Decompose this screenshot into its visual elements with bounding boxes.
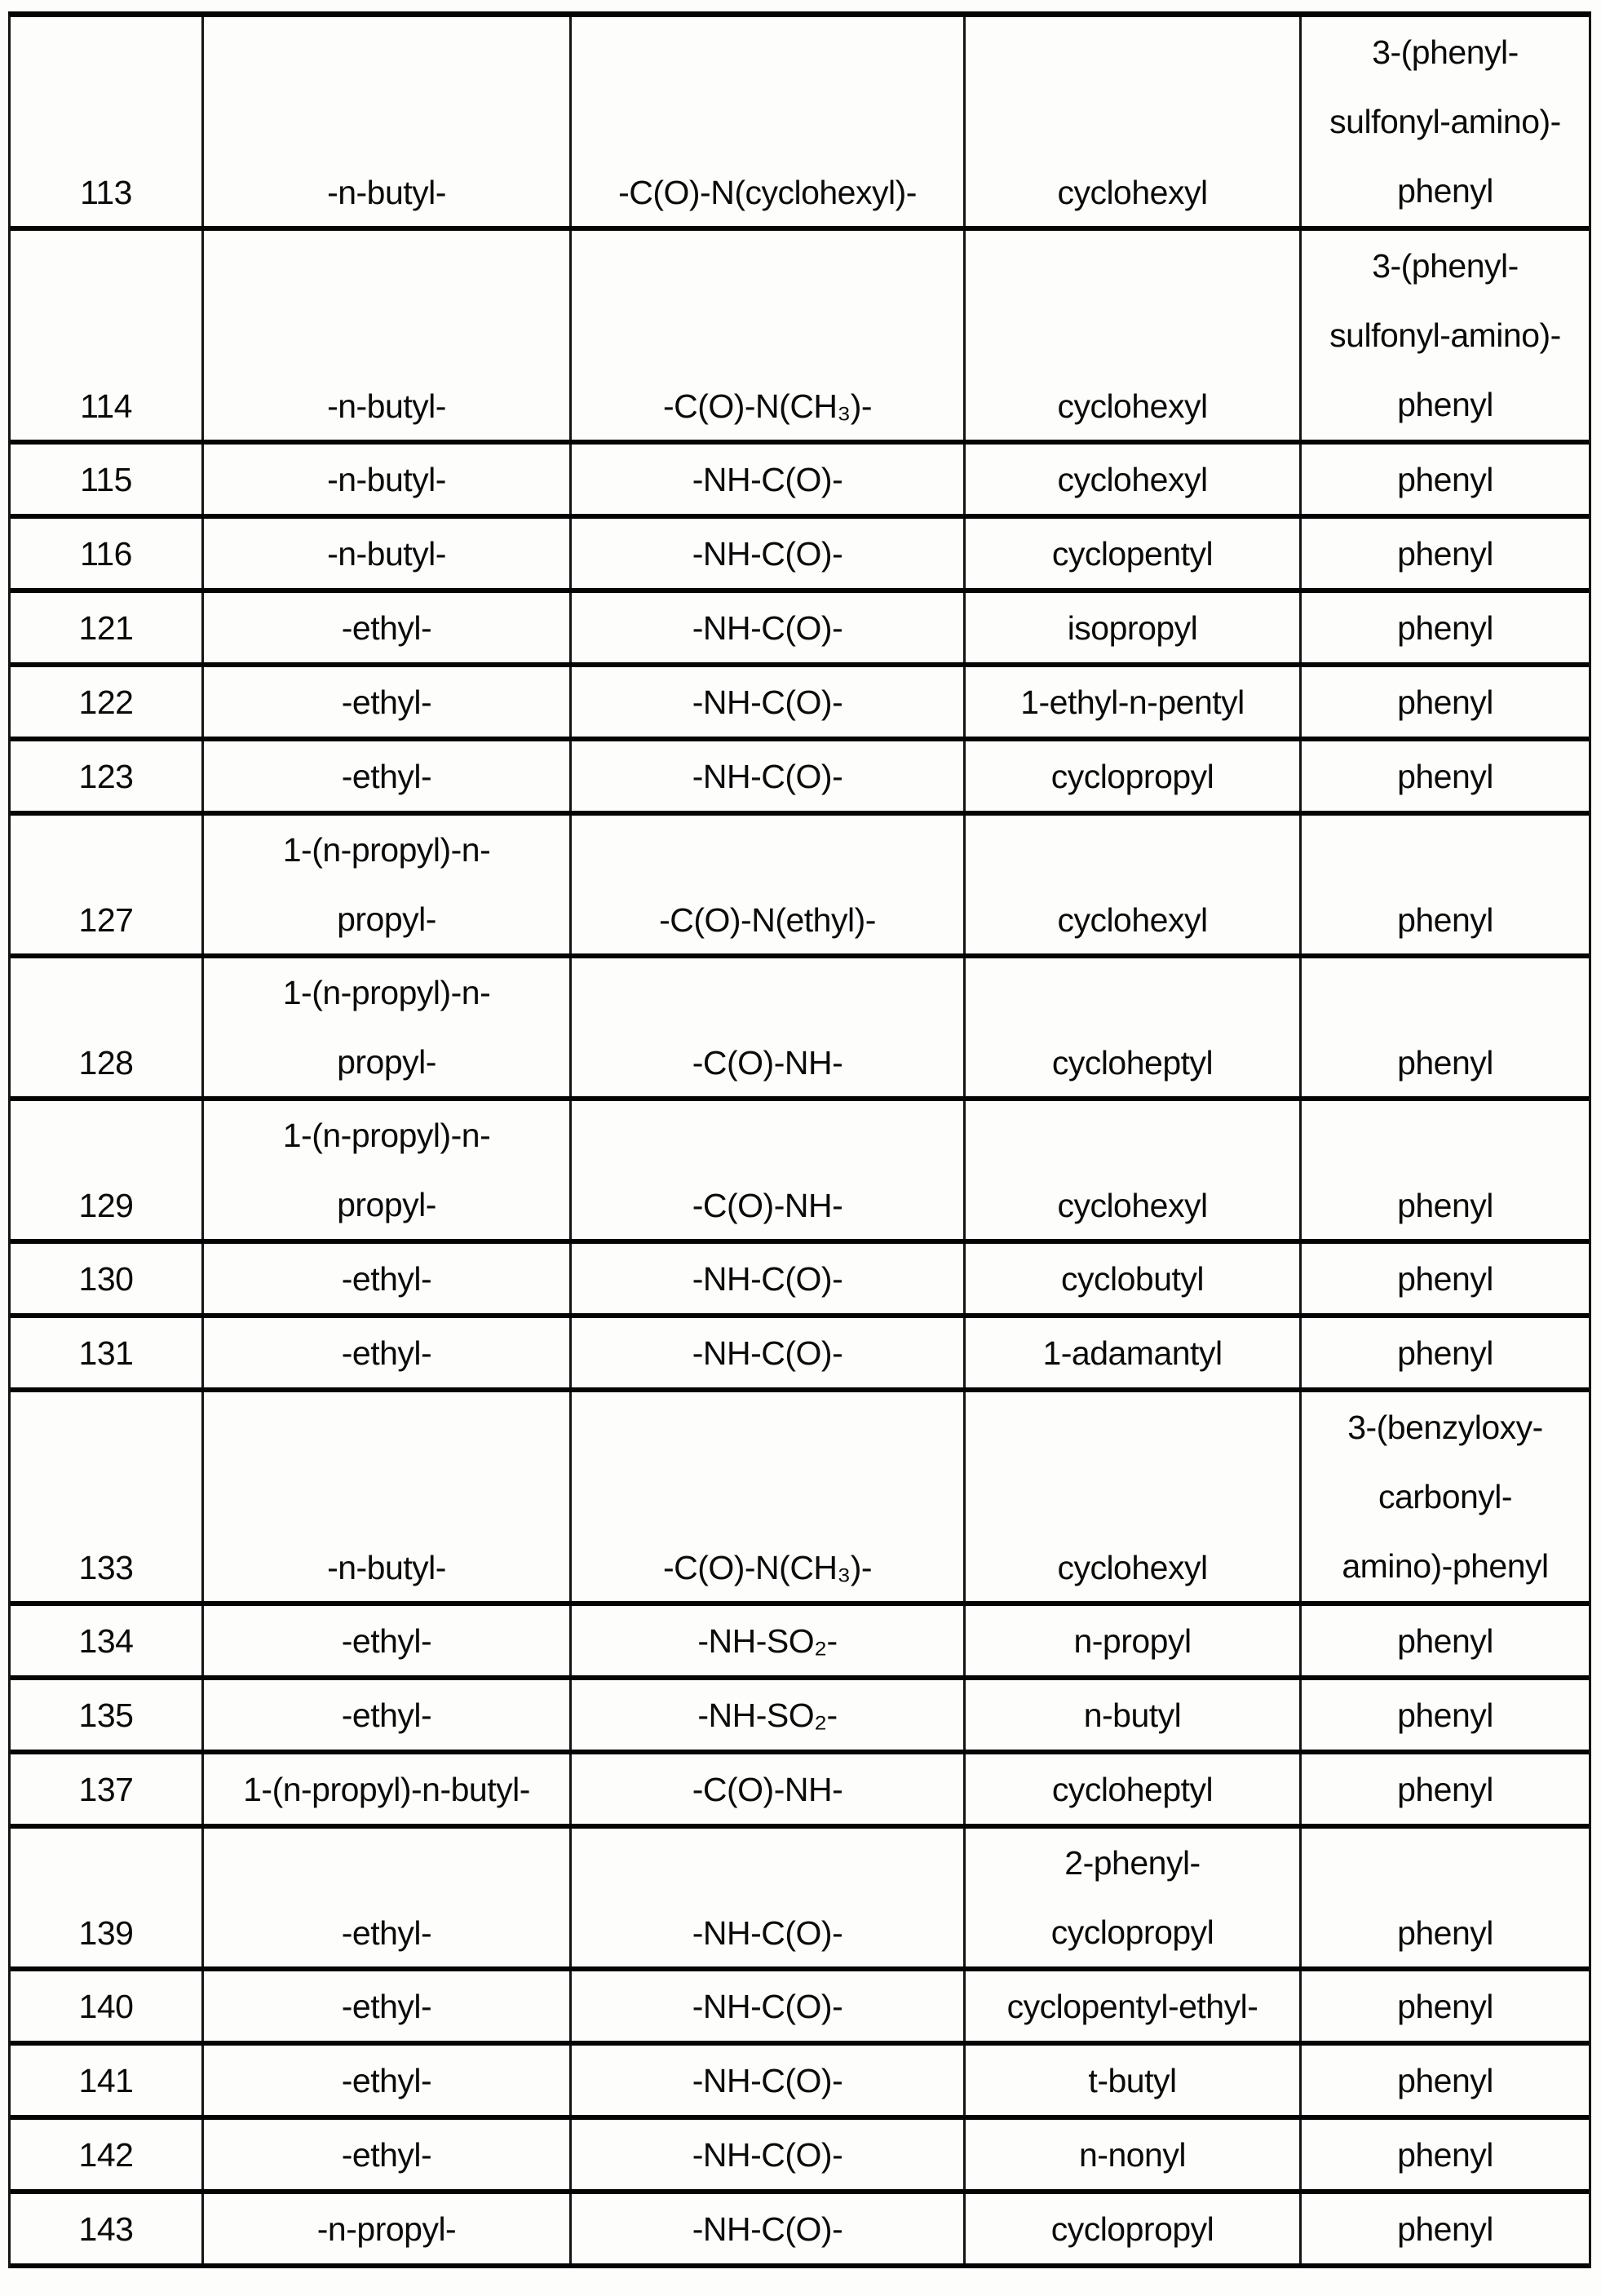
cell-aryl-group [1302, 1971, 1589, 2041]
cell-substituent-a [204, 1971, 572, 2041]
cell-line: phenyl [1397, 534, 1493, 573]
cell-line: phenyl [1397, 460, 1493, 498]
cell-substituent-b [966, 17, 1302, 226]
cell-line: 2-phenyl- [1064, 1844, 1201, 1882]
cell-substituent-a [204, 2120, 572, 2189]
cell-line: cyclopropyl [1050, 2210, 1214, 2248]
cell-line: 142 [78, 2135, 134, 2174]
cell-substituent-b [966, 1244, 1302, 1313]
cell-compound-number [11, 231, 204, 440]
cell-aryl-group [1302, 17, 1589, 226]
cell-line: 3-(phenyl- [1372, 33, 1519, 71]
cell-linker-group [572, 816, 966, 953]
cell-aryl-group [1302, 445, 1589, 514]
cell-line: phenyl [1397, 1044, 1493, 1082]
cell-aryl-group [1302, 593, 1589, 662]
cell-line: 115 [80, 460, 132, 498]
cell-line: -C(O)-N(ethyl)- [659, 901, 876, 939]
cell-line: 121 [78, 608, 134, 647]
cell-line: -n-butyl- [327, 534, 446, 573]
cell-substituent-a [204, 231, 572, 440]
cell-linker-group [572, 1829, 966, 1966]
cell-line: cyclopentyl-ethyl- [1006, 1987, 1258, 2025]
cell-line: phenyl [1397, 2061, 1493, 2099]
table-row [11, 2046, 1589, 2120]
cell-compound-number [11, 593, 204, 662]
cell-line: phenyl [1397, 901, 1493, 939]
cell-line: -NH-C(O)- [692, 1914, 843, 1952]
cell-line: -NH-SO₂- [697, 1621, 838, 1660]
cell-line: phenyl [1397, 2135, 1493, 2174]
cell-linker-group [572, 741, 966, 811]
cell-line: isopropyl [1067, 608, 1198, 647]
cell-line: -NH-C(O)- [692, 2061, 843, 2099]
cell-line: -C(O)-NH- [692, 1044, 843, 1082]
cell-line: -ethyl- [341, 1334, 432, 1372]
cell-line: cyclohexyl [1057, 387, 1208, 425]
cell-line: phenyl [1397, 2210, 1493, 2248]
table-row [11, 667, 1589, 741]
cell-line: 131 [78, 1334, 134, 1372]
cell-line: -ethyl- [341, 1696, 432, 1734]
cell-substituent-a [204, 816, 572, 953]
cell-line: 133 [78, 1549, 134, 1586]
cell-line: 113 [80, 174, 132, 211]
cell-substituent-b [966, 1606, 1302, 1675]
cell-line: 122 [78, 683, 134, 721]
cell-linker-group [572, 1101, 966, 1239]
cell-substituent-a [204, 1244, 572, 1313]
cell-substituent-b [966, 741, 1302, 811]
cell-compound-number [11, 1971, 204, 2041]
cell-substituent-b [966, 816, 1302, 953]
table-row [11, 1829, 1589, 1971]
cell-line: -ethyl- [341, 1259, 432, 1298]
cell-substituent-b [966, 2194, 1302, 2263]
cell-line: -n-butyl- [327, 387, 446, 425]
cell-linker-group [572, 17, 966, 226]
cell-line: 141 [78, 2061, 134, 2099]
table-row [11, 1101, 1589, 1244]
cell-line: phenyl [1397, 1770, 1493, 1808]
cell-line: -n-propyl- [316, 2210, 457, 2248]
cell-line: phenyl [1397, 1914, 1493, 1952]
cell-line: n-propyl [1073, 1621, 1192, 1660]
cell-substituent-a [204, 1754, 572, 1824]
cell-substituent-a [204, 1318, 572, 1387]
cell-line: 128 [78, 1044, 134, 1082]
cell-substituent-b [966, 1971, 1302, 2041]
cell-line: cyclobutyl [1060, 1259, 1204, 1298]
cell-line: -NH-C(O)- [692, 757, 843, 795]
cell-compound-number [11, 445, 204, 514]
cell-aryl-group [1302, 1244, 1589, 1313]
cell-line: -C(O)-NH- [692, 1187, 843, 1224]
cell-line: -NH-C(O)- [692, 683, 843, 721]
cell-line: n-nonyl [1079, 2135, 1186, 2174]
cell-substituent-a [204, 958, 572, 1096]
cell-line: 1-(n-propyl)-n- [282, 831, 491, 869]
cell-substituent-a [204, 2194, 572, 2263]
cell-substituent-b [966, 231, 1302, 440]
cell-linker-group [572, 1244, 966, 1313]
cell-line: -NH-C(O)- [692, 2210, 843, 2248]
cell-line: sulfonyl-amino)- [1329, 316, 1561, 354]
cell-line: -NH-C(O)- [692, 1334, 843, 1372]
cell-line: carbonyl- [1378, 1477, 1513, 1515]
cell-substituent-b [966, 2046, 1302, 2115]
table-row [11, 1606, 1589, 1680]
cell-line: phenyl [1397, 757, 1493, 795]
cell-compound-number [11, 816, 204, 953]
cell-linker-group [572, 231, 966, 440]
cell-line: n-butyl [1083, 1696, 1182, 1734]
cell-line: -n-butyl- [327, 460, 446, 498]
cell-line: -ethyl- [341, 608, 432, 647]
cell-compound-number [11, 1318, 204, 1387]
cell-line: phenyl [1397, 683, 1493, 721]
cell-line: 1-adamantyl [1042, 1334, 1223, 1372]
cell-line: propyl- [337, 1042, 436, 1081]
cell-line: 3-(benzyloxy- [1347, 1408, 1543, 1446]
cell-substituent-a [204, 445, 572, 514]
table-row [11, 445, 1589, 519]
cell-substituent-a [204, 1606, 572, 1675]
cell-linker-group [572, 1754, 966, 1824]
cell-line: -ethyl- [341, 757, 432, 795]
cell-compound-number [11, 2120, 204, 2189]
cell-substituent-b [966, 1101, 1302, 1239]
cell-substituent-b [966, 1754, 1302, 1824]
table-row [11, 231, 1589, 445]
cell-line: 1-(n-propyl)-n- [282, 1117, 491, 1155]
cell-line: cyclohexyl [1057, 460, 1208, 498]
cell-substituent-b [966, 445, 1302, 514]
cell-line: -NH-C(O)- [692, 608, 843, 647]
cell-substituent-a [204, 1829, 572, 1966]
cell-line: 140 [78, 1987, 134, 2025]
cell-aryl-group [1302, 2046, 1589, 2115]
table-row [11, 1754, 1589, 1829]
cell-aryl-group [1302, 667, 1589, 737]
cell-line: -NH-C(O)- [692, 1259, 843, 1298]
cell-line: -ethyl- [341, 2135, 432, 2174]
cell-substituent-b [966, 1318, 1302, 1387]
table-row [11, 519, 1589, 593]
cell-linker-group [572, 1971, 966, 2041]
table-row [11, 2194, 1589, 2268]
cell-line: 1-(n-propyl)-n-butyl- [243, 1770, 530, 1808]
cell-line: -C(O)-N(CH₃)- [662, 387, 873, 425]
cell-line: -n-butyl- [327, 1549, 446, 1586]
cell-compound-number [11, 17, 204, 226]
table-row [11, 17, 1589, 231]
cell-line: 1-ethyl-n-pentyl [1020, 683, 1245, 721]
cell-aryl-group [1302, 2120, 1589, 2189]
cell-line: phenyl [1397, 172, 1493, 210]
cell-line: -C(O)-N(cyclohexyl)- [618, 174, 917, 211]
cell-compound-number [11, 2194, 204, 2263]
cell-line: cyclohexyl [1057, 1187, 1208, 1224]
cell-substituent-a [204, 17, 572, 226]
cell-linker-group [572, 2046, 966, 2115]
cell-substituent-b [966, 1680, 1302, 1750]
cell-line: 130 [78, 1259, 134, 1298]
cell-line: propyl- [337, 900, 436, 938]
cell-line: 129 [78, 1187, 134, 1224]
table-row [11, 816, 1589, 958]
cell-aryl-group [1302, 2194, 1589, 2263]
cell-substituent-a [204, 741, 572, 811]
cell-substituent-b [966, 593, 1302, 662]
cell-line: sulfonyl-amino)- [1329, 102, 1561, 140]
cell-line: -C(O)-NH- [692, 1770, 843, 1808]
cell-line: 3-(phenyl- [1372, 246, 1519, 285]
cell-line: -n-butyl- [327, 174, 446, 211]
cell-line: -ethyl- [341, 1621, 432, 1660]
cell-aryl-group [1302, 1392, 1589, 1601]
cell-aryl-group [1302, 1318, 1589, 1387]
cell-compound-number [11, 1680, 204, 1750]
cell-line: cyclohexyl [1057, 1549, 1208, 1586]
cell-compound-number [11, 1754, 204, 1824]
cell-substituent-b [966, 667, 1302, 737]
cell-line: -NH-C(O)- [692, 2135, 843, 2174]
cell-line: cycloheptyl [1051, 1770, 1214, 1808]
cell-linker-group [572, 1680, 966, 1750]
cell-line: 127 [78, 901, 134, 939]
compound-table [8, 11, 1591, 2268]
cell-aryl-group [1302, 1829, 1589, 1966]
cell-line: phenyl [1397, 1696, 1493, 1734]
cell-line: phenyl [1397, 1334, 1493, 1372]
cell-line: -ethyl- [341, 2061, 432, 2099]
cell-line: 134 [78, 1621, 134, 1660]
cell-line: propyl- [337, 1185, 436, 1223]
cell-linker-group [572, 667, 966, 737]
table-row [11, 1680, 1589, 1754]
cell-linker-group [572, 958, 966, 1096]
cell-aryl-group [1302, 1754, 1589, 1824]
cell-line: -ethyl- [341, 683, 432, 721]
cell-line: cyclohexyl [1057, 174, 1208, 211]
cell-line: phenyl [1397, 1987, 1493, 2025]
cell-substituent-a [204, 1680, 572, 1750]
cell-linker-group [572, 593, 966, 662]
cell-linker-group [572, 2194, 966, 2263]
cell-substituent-a [204, 1101, 572, 1239]
cell-compound-number [11, 519, 204, 588]
cell-compound-number [11, 741, 204, 811]
cell-line: 137 [78, 1770, 134, 1808]
cell-line: 139 [78, 1914, 134, 1952]
cell-aryl-group [1302, 958, 1589, 1096]
cell-substituent-b [966, 1829, 1302, 1966]
cell-compound-number [11, 958, 204, 1096]
cell-substituent-a [204, 667, 572, 737]
cell-aryl-group [1302, 741, 1589, 811]
cell-linker-group [572, 1318, 966, 1387]
cell-line: -NH-C(O)- [692, 460, 843, 498]
cell-aryl-group [1302, 1680, 1589, 1750]
cell-line: cyclopropyl [1050, 1913, 1214, 1951]
cell-line: phenyl [1397, 386, 1493, 424]
cell-line: t-butyl [1088, 2061, 1177, 2099]
cell-aryl-group [1302, 816, 1589, 953]
cell-substituent-a [204, 593, 572, 662]
cell-substituent-a [204, 1392, 572, 1601]
cell-line: phenyl [1397, 1621, 1493, 1660]
cell-aryl-group [1302, 519, 1589, 588]
cell-line: 114 [80, 387, 132, 425]
cell-line: cyclohexyl [1057, 901, 1208, 939]
cell-compound-number [11, 1392, 204, 1601]
cell-substituent-b [966, 2120, 1302, 2189]
table-row [11, 2120, 1589, 2194]
cell-line: cycloheptyl [1051, 1044, 1214, 1082]
cell-line: 123 [78, 757, 134, 795]
table-row [11, 958, 1589, 1101]
cell-aryl-group [1302, 1101, 1589, 1239]
cell-substituent-b [966, 1392, 1302, 1601]
table-row [11, 1244, 1589, 1318]
cell-line: -ethyl- [341, 1987, 432, 2025]
cell-compound-number [11, 667, 204, 737]
table-row [11, 1971, 1589, 2046]
cell-linker-group [572, 2120, 966, 2189]
table-row [11, 1392, 1589, 1606]
cell-line: phenyl [1397, 1187, 1493, 1224]
cell-aryl-group [1302, 231, 1589, 440]
cell-line: -NH-C(O)- [692, 534, 843, 573]
cell-line: -NH-SO₂- [697, 1696, 838, 1734]
cell-aryl-group [1302, 1606, 1589, 1675]
cell-compound-number [11, 1606, 204, 1675]
cell-linker-group [572, 519, 966, 588]
cell-substituent-a [204, 519, 572, 588]
cell-line: 116 [80, 534, 132, 573]
cell-linker-group [572, 1392, 966, 1601]
cell-linker-group [572, 445, 966, 514]
cell-line: cyclopentyl [1051, 534, 1214, 573]
cell-line: -C(O)-N(CH₃)- [662, 1549, 873, 1586]
cell-substituent-a [204, 2046, 572, 2115]
cell-line: amino)-phenyl [1342, 1547, 1549, 1586]
cell-substituent-b [966, 519, 1302, 588]
cell-line: phenyl [1397, 1259, 1493, 1298]
table-row [11, 741, 1589, 816]
cell-compound-number [11, 1101, 204, 1239]
cell-line: -ethyl- [341, 1914, 432, 1952]
cell-line: cyclopropyl [1050, 757, 1214, 795]
table-row [11, 593, 1589, 667]
cell-compound-number [11, 1829, 204, 1966]
cell-line: 135 [78, 1696, 134, 1734]
cell-line: 143 [78, 2210, 134, 2248]
cell-compound-number [11, 2046, 204, 2115]
cell-line: phenyl [1397, 608, 1493, 647]
cell-line: 1-(n-propyl)-n- [282, 974, 491, 1012]
cell-compound-number [11, 1244, 204, 1313]
cell-linker-group [572, 1606, 966, 1675]
cell-substituent-b [966, 958, 1302, 1096]
cell-line: -NH-C(O)- [692, 1987, 843, 2025]
table-row [11, 1318, 1589, 1392]
